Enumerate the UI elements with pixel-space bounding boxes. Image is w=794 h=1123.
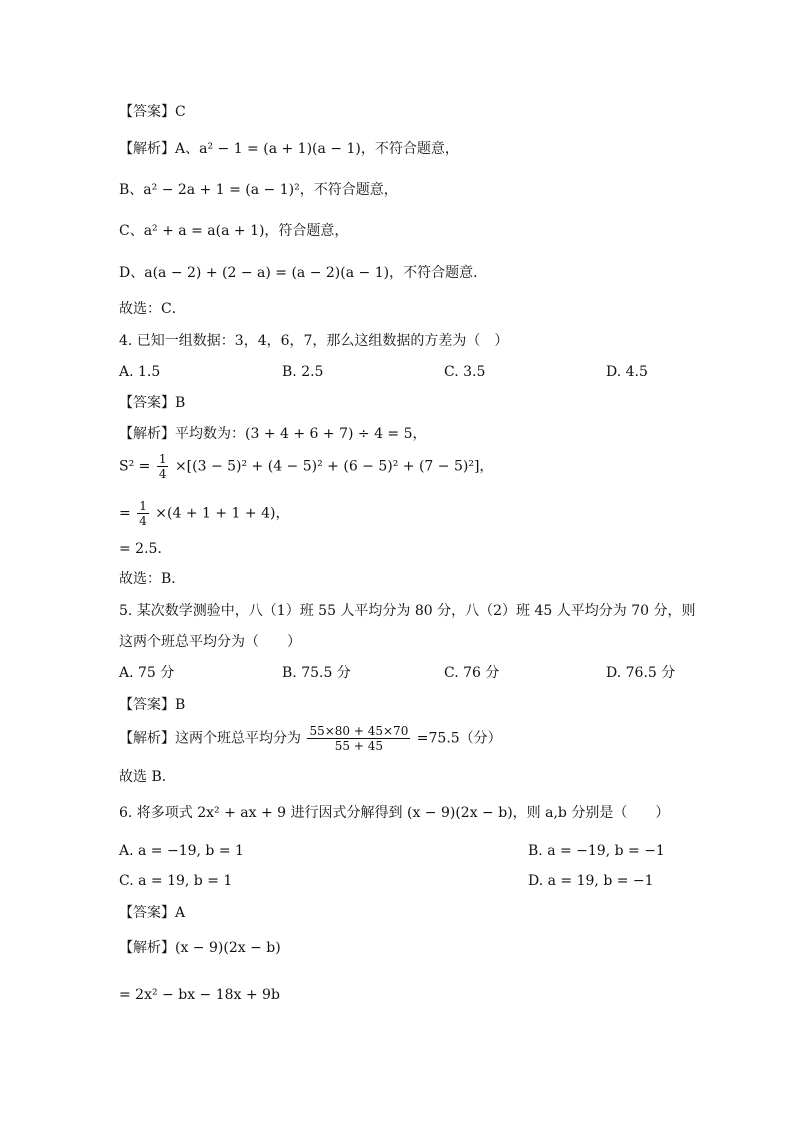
equals-sign: = (119, 505, 131, 522)
analysis-q6-expand: = 2x² − bx − 18x + 9b (119, 987, 280, 1003)
conclusion-q3: 故选：C． (119, 301, 186, 317)
q4-option-a: A. 1.5 (119, 364, 161, 380)
analysis-q4-mean: 【解析】平均数为：(3 + 4 + 6 + 7) ÷ 4 = 5， (119, 426, 427, 442)
question-6: 6. 将多项式 2x² + ax + 9 进行因式分解得到 (x − 9)(2x − b)，则 a,b 分别是（ ） (119, 805, 670, 821)
conclusion-q5: 故选 B． (119, 769, 176, 785)
q6-option-d: D. a = 19, b = −1 (528, 873, 654, 889)
q5-option-a: A. 75 分 (119, 665, 175, 681)
analysis-q5-label: 【解析】这两个班总平均分为 (119, 730, 301, 747)
analysis-q3-c: C、a² + a = a(a + 1)，符合题意， (119, 223, 349, 239)
question-5-line2: 这两个班总平均分为（ ） (119, 634, 301, 650)
q5-option-d: D. 76.5 分 (606, 665, 676, 681)
question-4: 4. 已知一组数据：3，4，6，7，那么这组数据的方差为（ ） (119, 333, 509, 349)
q5-option-b: B. 75.5 分 (282, 665, 351, 681)
q6-option-b: B. a = −19, b = −1 (528, 843, 665, 859)
fraction-denominator: 4 (158, 467, 167, 481)
analysis-q4-variance (119, 452, 493, 481)
conclusion-q4: 故选：B． (119, 571, 186, 587)
question-5-line1: 5. 某次数学测验中，八（1）班 55 人平均分为 80 分，八（2）班 45 人平均分为 70 分，则 (119, 603, 696, 619)
analysis-q4-result: = 2.5． (119, 541, 172, 557)
analysis-q5-result: =75.5（分） (416, 730, 502, 747)
fraction-numerator: 1 (158, 452, 167, 466)
fraction-average (307, 724, 410, 753)
fraction-denominator: 55 + 45 (334, 739, 383, 753)
answer-q5: 【答案】B (119, 697, 186, 713)
analysis-q5 (119, 724, 502, 753)
step-expression: ×(4 + 1 + 1 + 4)， (155, 505, 290, 522)
fraction-numerator: 1 (139, 499, 147, 513)
analysis-q4-step (119, 499, 289, 528)
fraction-quarter (157, 452, 169, 481)
analysis-q6: 【解析】(x − 9)(2x − b) (119, 940, 281, 956)
fraction-numerator: 55×80 + 45×70 (309, 724, 409, 738)
fraction-quarter-2 (137, 499, 149, 528)
analysis-q3-d: D、a(a − 2) + (2 − a) = (a − 2)(a − 1)，不符合题意． (119, 265, 488, 281)
q6-option-c: C. a = 19, b = 1 (119, 873, 233, 889)
q5-option-c: C. 76 分 (444, 665, 500, 681)
answer-q6: 【答案】A (119, 905, 186, 921)
q4-option-c: C. 3.5 (444, 364, 486, 380)
analysis-q3-b: B、a² − 2a + 1 = (a − 1)²，不符合题意， (119, 182, 398, 198)
q4-option-d: D. 4.5 (606, 364, 648, 380)
q4-option-b: B. 2.5 (282, 364, 324, 380)
answer-q4: 【答案】B (119, 395, 186, 411)
variance-expression: ×[(3 − 5)² + (4 − 5)² + (6 − 5)² + (7 − 5)²]， (174, 458, 494, 475)
variance-symbol: S² = (119, 458, 151, 475)
q6-option-a: A. a = −19, b = 1 (119, 843, 244, 859)
fraction-denominator: 4 (139, 514, 147, 528)
answer-q3: 【答案】C (119, 104, 186, 120)
analysis-q3-a: 【解析】A、a² − 1 = (a + 1)(a − 1)，不符合题意， (119, 141, 459, 157)
